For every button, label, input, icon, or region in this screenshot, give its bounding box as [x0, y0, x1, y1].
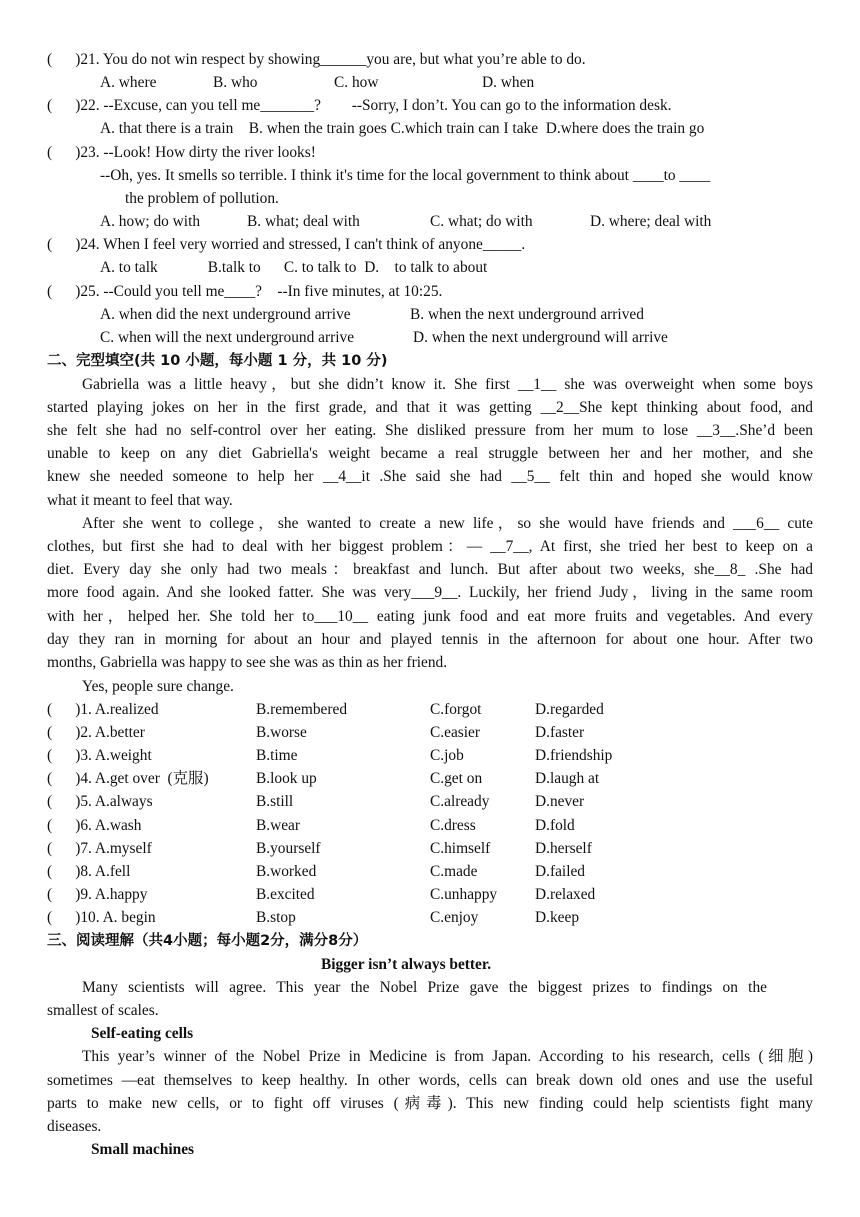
cloze-item-1-d: D.regarded — [535, 701, 604, 718]
cloze-p1-line6: what it meant to feel that way. — [47, 492, 233, 509]
cloze-item-4-a: ( )4. A.get over (克服) — [47, 770, 209, 787]
cloze-item-9-a: ( )9. A.happy — [47, 886, 148, 903]
cloze-p1-line4: unable to keep on any diet Gabriella's weight became a real struggle between her and her mother, and she — [47, 445, 813, 462]
cloze-p2-line3: diet. Every day she only had two meals：breakfast and lunch. But after about two weeks, she__8_ .She had — [47, 561, 813, 578]
q21-option-d: D. when — [482, 74, 535, 91]
section-3-title: 三、阅读理解（共4小题；每小题2分，满分8分） — [47, 933, 368, 949]
article-p1-line2: sometimes ―eat themselves to keep healthy. In other words, cells can break down old ones and use the useful — [47, 1072, 813, 1089]
cloze-item-5-b: B.still — [256, 793, 294, 810]
cloze-item-3-d: D.friendship — [535, 747, 613, 764]
question-23: ( )23. --Look! How dirty the river looks! — [47, 144, 316, 161]
question-25: ( )25. --Could you tell me____? --In five minutes, at 10:25. — [47, 283, 443, 300]
cloze-item-10-c: C.enjoy — [430, 909, 479, 926]
q23-option-a: A. how; do with — [100, 213, 201, 230]
article-p1-line3: parts to make new cells, or to fight off viruses (病毒). This new finding could help scientists fight many — [47, 1095, 813, 1112]
question-24: ( )24. When I feel very worried and stressed, I can't think of anyone_____. — [47, 236, 526, 253]
cloze-item-7-d: D.herself — [535, 840, 592, 857]
section-2-title: 二、完型填空(共 10 小题，每小题 1 分，共 10 分) — [47, 353, 388, 369]
cloze-item-8-a: ( )8. A.fell — [47, 863, 131, 880]
cloze-item-4-b: B.look up — [256, 770, 317, 787]
q25-option-b: B. when the next underground arrived — [410, 306, 644, 323]
cloze-item-1-b: B.remembered — [256, 701, 348, 718]
q23-option-c: C. what; do with — [430, 213, 533, 230]
q24-options: A. to talk B.talk to C. to talk to D. to talk to about — [100, 259, 488, 276]
article-p1-line1: This year’s winner of the Nobel Prize in Medicine is from Japan. According to his research, cells (细胞) — [82, 1048, 813, 1065]
cloze-item-3-b: B.time — [256, 747, 298, 764]
article-p1-line4: diseases. — [47, 1118, 102, 1135]
q22-options: A. that there is a train B. when the train goes C.which train can I take D.where does the train go — [100, 120, 705, 137]
subheading-self-eating-cells: Self-eating cells — [91, 1025, 194, 1042]
cloze-item-8-b: B.worked — [256, 863, 317, 880]
question-22: ( )22. --Excuse, can you tell me_______? --Sorry, I don’t. You can go to the information desk. — [47, 97, 672, 114]
cloze-item-4-d: D.laugh at — [535, 770, 600, 787]
cloze-p1-line3: she felt she had no self-control over her eating. She disliked pressure from her mum to lose __3__.She’d been — [47, 422, 813, 439]
cloze-p1-line1: Gabriella was a little heavy，but she didn’t know it. She first __1__ she was overweight when some boys — [82, 376, 813, 393]
cloze-item-7-c: C.himself — [430, 840, 491, 857]
article-intro-line1: Many scientists will agree. This year the Nobel Prize gave the biggest prizes to findings on the — [82, 979, 767, 996]
cloze-item-9-b: B.excited — [256, 886, 315, 903]
cloze-item-3-a: ( )3. A.weight — [47, 747, 152, 764]
cloze-item-1-a: ( )1. A.realized — [47, 701, 159, 718]
cloze-item-10-d: D.keep — [535, 909, 580, 926]
cloze-item-9-c: C.unhappy — [430, 886, 498, 903]
cloze-item-3-c: C.job — [430, 747, 464, 764]
cloze-item-6-c: C.dress — [430, 817, 476, 834]
cloze-item-6-d: D.fold — [535, 817, 575, 834]
q21-option-c: C. how — [334, 74, 379, 91]
cloze-item-9-d: D.relaxed — [535, 886, 596, 903]
cloze-item-2-c: C.easier — [430, 724, 480, 741]
cloze-item-8-c: C.made — [430, 863, 478, 880]
cloze-p2-line5: with her，helped her. She told her to___10__ eating junk food and eat more fruits and vegetables. And every — [47, 608, 813, 625]
q23-option-d: D. where; deal with — [590, 213, 712, 230]
cloze-item-7-a: ( )7. A.myself — [47, 840, 152, 857]
q21-option-b: B. who — [213, 74, 258, 91]
question-23-line3: the problem of pollution. — [125, 190, 279, 207]
cloze-p2-line6: day they ran in morning for about an hour and played tennis in the afternoon for about one hour. After two — [47, 631, 813, 648]
cloze-item-10-a: ( )10. A. begin — [47, 909, 156, 926]
cloze-item-5-c: C.already — [430, 793, 490, 810]
subheading-small-machines: Small machines — [91, 1141, 195, 1158]
question-21: ( )21. You do not win respect by showing______you are, but what you’re able to do. — [47, 51, 586, 68]
q25-option-d: D. when the next underground will arrive — [413, 329, 668, 346]
cloze-item-5-d: D.never — [535, 793, 585, 810]
cloze-item-8-d: D.failed — [535, 863, 585, 880]
cloze-item-4-c: C.get on — [430, 770, 483, 787]
cloze-item-10-b: B.stop — [256, 909, 296, 926]
q25-option-a: A. when did the next underground arrive — [100, 306, 351, 323]
cloze-p2-line2: clothes, but first she had to deal with her biggest problem：— __7__, At first, she tried her best to keep on a — [47, 538, 813, 555]
q25-option-c: C. when will the next underground arrive — [100, 329, 355, 346]
cloze-p2-line4: more food again. And she looked fatter. She was very___9__. Luckily, her friend Judy，living in the same room — [47, 584, 813, 601]
cloze-item-1-c: C.forgot — [430, 701, 482, 718]
cloze-item-6-a: ( )6. A.wash — [47, 817, 142, 834]
cloze-item-6-b: B.wear — [256, 817, 301, 834]
cloze-p2-line7: months, Gabriella was happy to see she was as thin as her friend. — [47, 654, 448, 671]
cloze-item-2-b: B.worse — [256, 724, 307, 741]
article-intro-line2: smallest of scales. — [47, 1002, 159, 1019]
cloze-item-5-a: ( )5. A.always — [47, 793, 153, 810]
cloze-p1-line5: knew she needed someone to help her __4__it .She said she had __5__ felt thin and hoped she would know — [47, 468, 813, 485]
article-title: Bigger isn’t always better. — [321, 956, 492, 973]
cloze-p3: Yes, people sure change. — [82, 678, 234, 695]
question-23-line2: --Oh, yes. It smells so terrible. I think it's time for the local government to think about ____to ____ — [100, 167, 711, 184]
q21-option-a: A. where — [100, 74, 157, 91]
cloze-item-2-a: ( )2. A.better — [47, 724, 145, 741]
cloze-item-2-d: D.faster — [535, 724, 585, 741]
q23-option-b: B. what; deal with — [247, 213, 360, 230]
cloze-p2-line1: After she went to college，she wanted to create a new life，so she would have friends and ___6__ cute — [82, 515, 813, 532]
cloze-item-7-b: B.yourself — [256, 840, 321, 857]
cloze-p1-line2: started playing jokes on her in the first grade, and that it was getting __2__She kept thinking about food, and — [47, 399, 813, 416]
